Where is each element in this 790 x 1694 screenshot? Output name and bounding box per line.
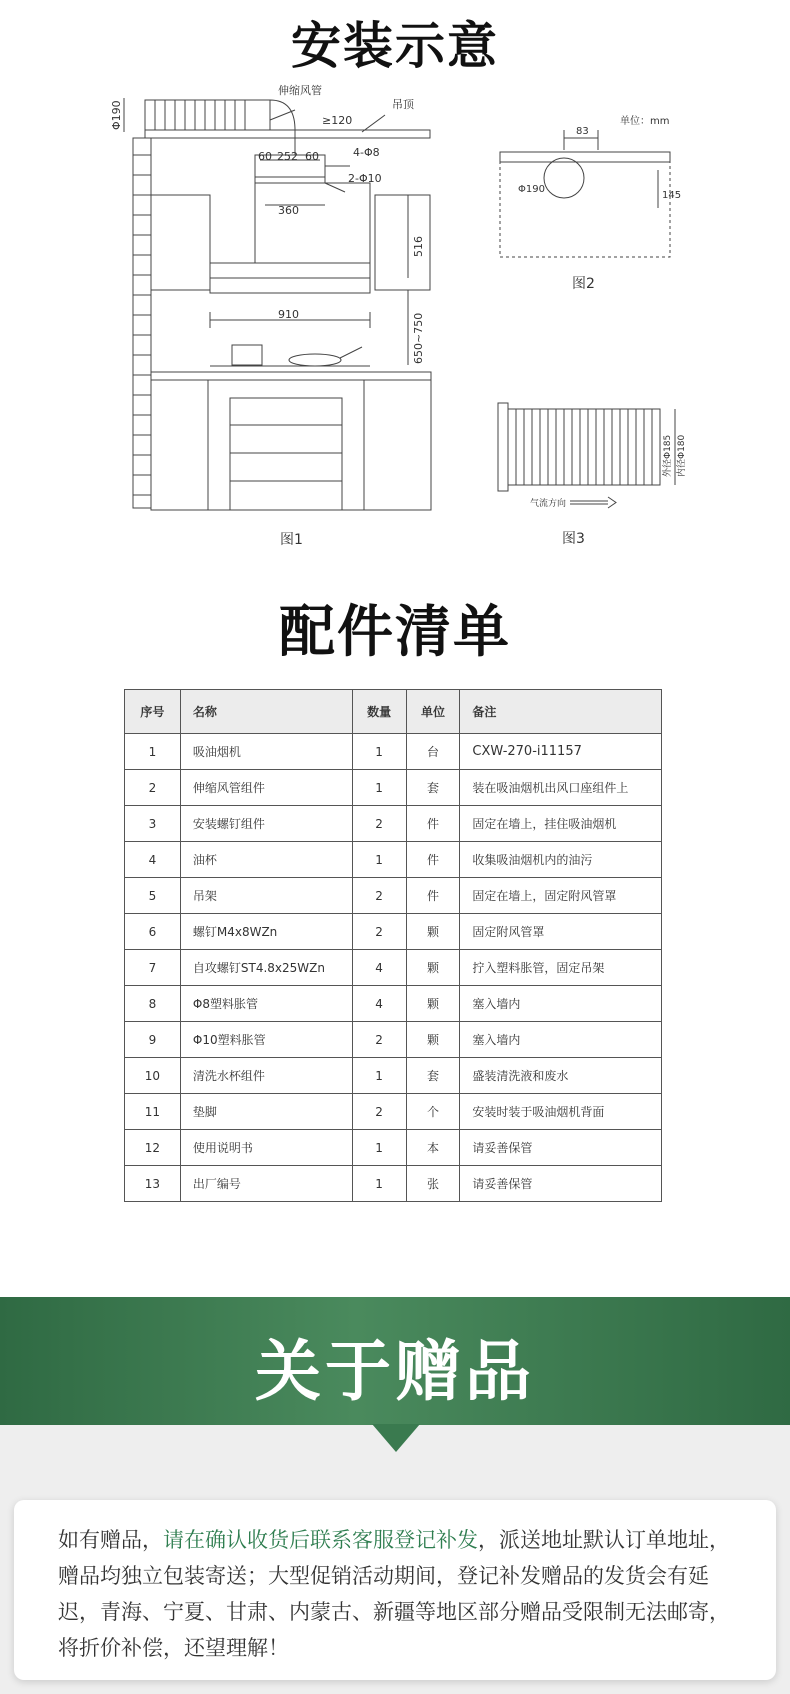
cell-unit: 件 — [406, 842, 460, 878]
cell-note: 请妥善保管 — [460, 1166, 662, 1202]
cell-no: 3 — [125, 806, 181, 842]
fig2-caption: 图2 — [572, 276, 595, 292]
fig2-unit: 单位：mm — [620, 116, 670, 127]
header-qty: 数量 — [352, 690, 406, 734]
table-row — [125, 1058, 662, 1094]
label-252: 252 — [277, 150, 298, 163]
label-60b: 60 — [305, 150, 319, 163]
cell-no: 9 — [125, 1022, 181, 1058]
cell-qty: 1 — [352, 1130, 406, 1166]
gift-notice-text — [58, 1522, 732, 1666]
header-no: 序号 — [125, 690, 181, 734]
cell-qty: 2 — [352, 878, 406, 914]
table-row — [125, 986, 662, 1022]
fig3-outer: 外径Φ185 — [663, 434, 673, 477]
label-ceiling: 吊顶 — [392, 98, 414, 111]
installation-diagram-fig3 — [490, 395, 700, 555]
cell-name: 螺钉M4x8WZn — [180, 914, 352, 950]
cell-unit: 本 — [406, 1130, 460, 1166]
cell-qty: 4 — [352, 950, 406, 986]
cell-no: 6 — [125, 914, 181, 950]
fig3-inner: 内径Φ180 — [677, 434, 687, 477]
cell-name: Φ8塑料胀管 — [180, 986, 352, 1022]
cell-name: 吊架 — [180, 878, 352, 914]
table-header-row — [125, 690, 662, 734]
cell-no: 8 — [125, 986, 181, 1022]
cell-note: 装在吸油烟机出风口座组件上 — [460, 770, 662, 806]
cell-no: 11 — [125, 1094, 181, 1130]
cell-unit: 颗 — [406, 950, 460, 986]
label-phi8: 4-Φ8 — [353, 146, 380, 159]
cell-unit: 张 — [406, 1166, 460, 1202]
cell-note: 拧入塑料胀管，固定吊架 — [460, 950, 662, 986]
header-unit: 单位 — [406, 690, 460, 734]
label-516: 516 — [412, 236, 425, 257]
cell-qty: 1 — [352, 1058, 406, 1094]
cell-qty: 1 — [352, 770, 406, 806]
cell-name: 使用说明书 — [180, 1130, 352, 1166]
fig2-145: 145 — [662, 190, 682, 201]
gift-text-highlight: 请在确认收货后联系客服登记补发 — [163, 1528, 478, 1552]
gift-notice-card — [14, 1500, 776, 1680]
cell-note: 塞入墙内 — [460, 986, 662, 1022]
cell-qty: 2 — [352, 1022, 406, 1058]
cell-note: CXW-270-i11157 — [460, 734, 662, 770]
cell-note: 固定附风管罩 — [460, 914, 662, 950]
cell-no: 4 — [125, 842, 181, 878]
table-row — [125, 950, 662, 986]
fig3-caption: 图3 — [562, 531, 585, 547]
parts-table — [124, 689, 662, 1202]
cell-note: 固定在墙上，固定附风管罩 — [460, 878, 662, 914]
label-650-750: 650~750 — [412, 312, 425, 364]
cell-unit: 颗 — [406, 914, 460, 950]
table-row — [125, 806, 662, 842]
table-row — [125, 1094, 662, 1130]
cell-unit: 颗 — [406, 986, 460, 1022]
cell-name: Φ10塑料胀管 — [180, 1022, 352, 1058]
cell-qty: 1 — [352, 842, 406, 878]
cell-name: 清洗水杯组件 — [180, 1058, 352, 1094]
label-910: 910 — [278, 308, 299, 321]
cell-no: 12 — [125, 1130, 181, 1166]
table-row — [125, 1130, 662, 1166]
cell-name: 垫脚 — [180, 1094, 352, 1130]
cell-no: 13 — [125, 1166, 181, 1202]
gift-text-rest: ，派送地址默认订单地址，赠品均独立包装寄送；大型促销活动期间，登记补发赠品的发货会有延迟，青海、宁夏、甘肃、内蒙古、新疆等地区部分赠品受限制无法邮寄，将折价补偿，还望理解！ — [58, 1528, 730, 1660]
cell-unit: 件 — [406, 806, 460, 842]
cell-note: 请妥善保管 — [460, 1130, 662, 1166]
cell-name: 油杯 — [180, 842, 352, 878]
fig1-caption: 图1 — [280, 532, 303, 548]
cell-unit: 颗 — [406, 1022, 460, 1058]
cell-unit: 台 — [406, 734, 460, 770]
cell-name: 出厂编号 — [180, 1166, 352, 1202]
table-row — [125, 770, 662, 806]
table-row — [125, 1166, 662, 1202]
cell-qty: 1 — [352, 1166, 406, 1202]
table-row — [125, 914, 662, 950]
cell-name: 安装螺钉组件 — [180, 806, 352, 842]
gift-text-intro: 如有赠品， — [58, 1528, 163, 1552]
label-phi10: 2-Φ10 — [348, 172, 382, 185]
banner-pointer — [372, 1424, 420, 1452]
cell-unit: 个 — [406, 1094, 460, 1130]
cell-note: 安装时装于吸油烟机背面 — [460, 1094, 662, 1130]
cell-no: 1 — [125, 734, 181, 770]
cell-note: 固定在墙上，挂住吸油烟机 — [460, 806, 662, 842]
fig2-83: 83 — [576, 126, 589, 137]
cell-no: 5 — [125, 878, 181, 914]
label-ge120: ≥120 — [322, 114, 353, 127]
fig3-airflow: 气流方向 — [530, 499, 567, 509]
parts-list-title: 配件清单 — [279, 600, 511, 665]
installation-diagram-fig2 — [490, 110, 700, 300]
cell-no: 10 — [125, 1058, 181, 1094]
cell-qty: 2 — [352, 806, 406, 842]
cell-no: 2 — [125, 770, 181, 806]
cell-qty: 2 — [352, 914, 406, 950]
installation-diagram-fig1 — [110, 80, 470, 555]
label-60a: 60 — [258, 150, 272, 163]
label-360: 360 — [278, 204, 299, 217]
label-duct: 伸缩风管 — [278, 84, 322, 97]
header-name: 名称 — [180, 690, 352, 734]
table-row — [125, 878, 662, 914]
table-row — [125, 842, 662, 878]
table-row — [125, 1022, 662, 1058]
install-diagram-title: 安装示意 — [291, 17, 499, 75]
cell-note: 收集吸油烟机内的油污 — [460, 842, 662, 878]
cell-qty: 1 — [352, 734, 406, 770]
cell-qty: 4 — [352, 986, 406, 1022]
cell-name: 伸缩风管组件 — [180, 770, 352, 806]
gift-banner-title: 关于赠品 — [255, 1333, 535, 1410]
cell-unit: 套 — [406, 1058, 460, 1094]
cell-no: 7 — [125, 950, 181, 986]
cell-unit: 件 — [406, 878, 460, 914]
label-phi190: Φ190 — [110, 100, 123, 130]
cell-name: 吸油烟机 — [180, 734, 352, 770]
cell-note: 盛装清洗液和废水 — [460, 1058, 662, 1094]
cell-unit: 套 — [406, 770, 460, 806]
fig2-phi190: Φ190 — [518, 184, 545, 195]
cell-note: 塞入墙内 — [460, 1022, 662, 1058]
cell-name: 自攻螺钉ST4.8x25WZn — [180, 950, 352, 986]
header-note: 备注 — [460, 690, 662, 734]
cell-qty: 2 — [352, 1094, 406, 1130]
table-row — [125, 734, 662, 770]
